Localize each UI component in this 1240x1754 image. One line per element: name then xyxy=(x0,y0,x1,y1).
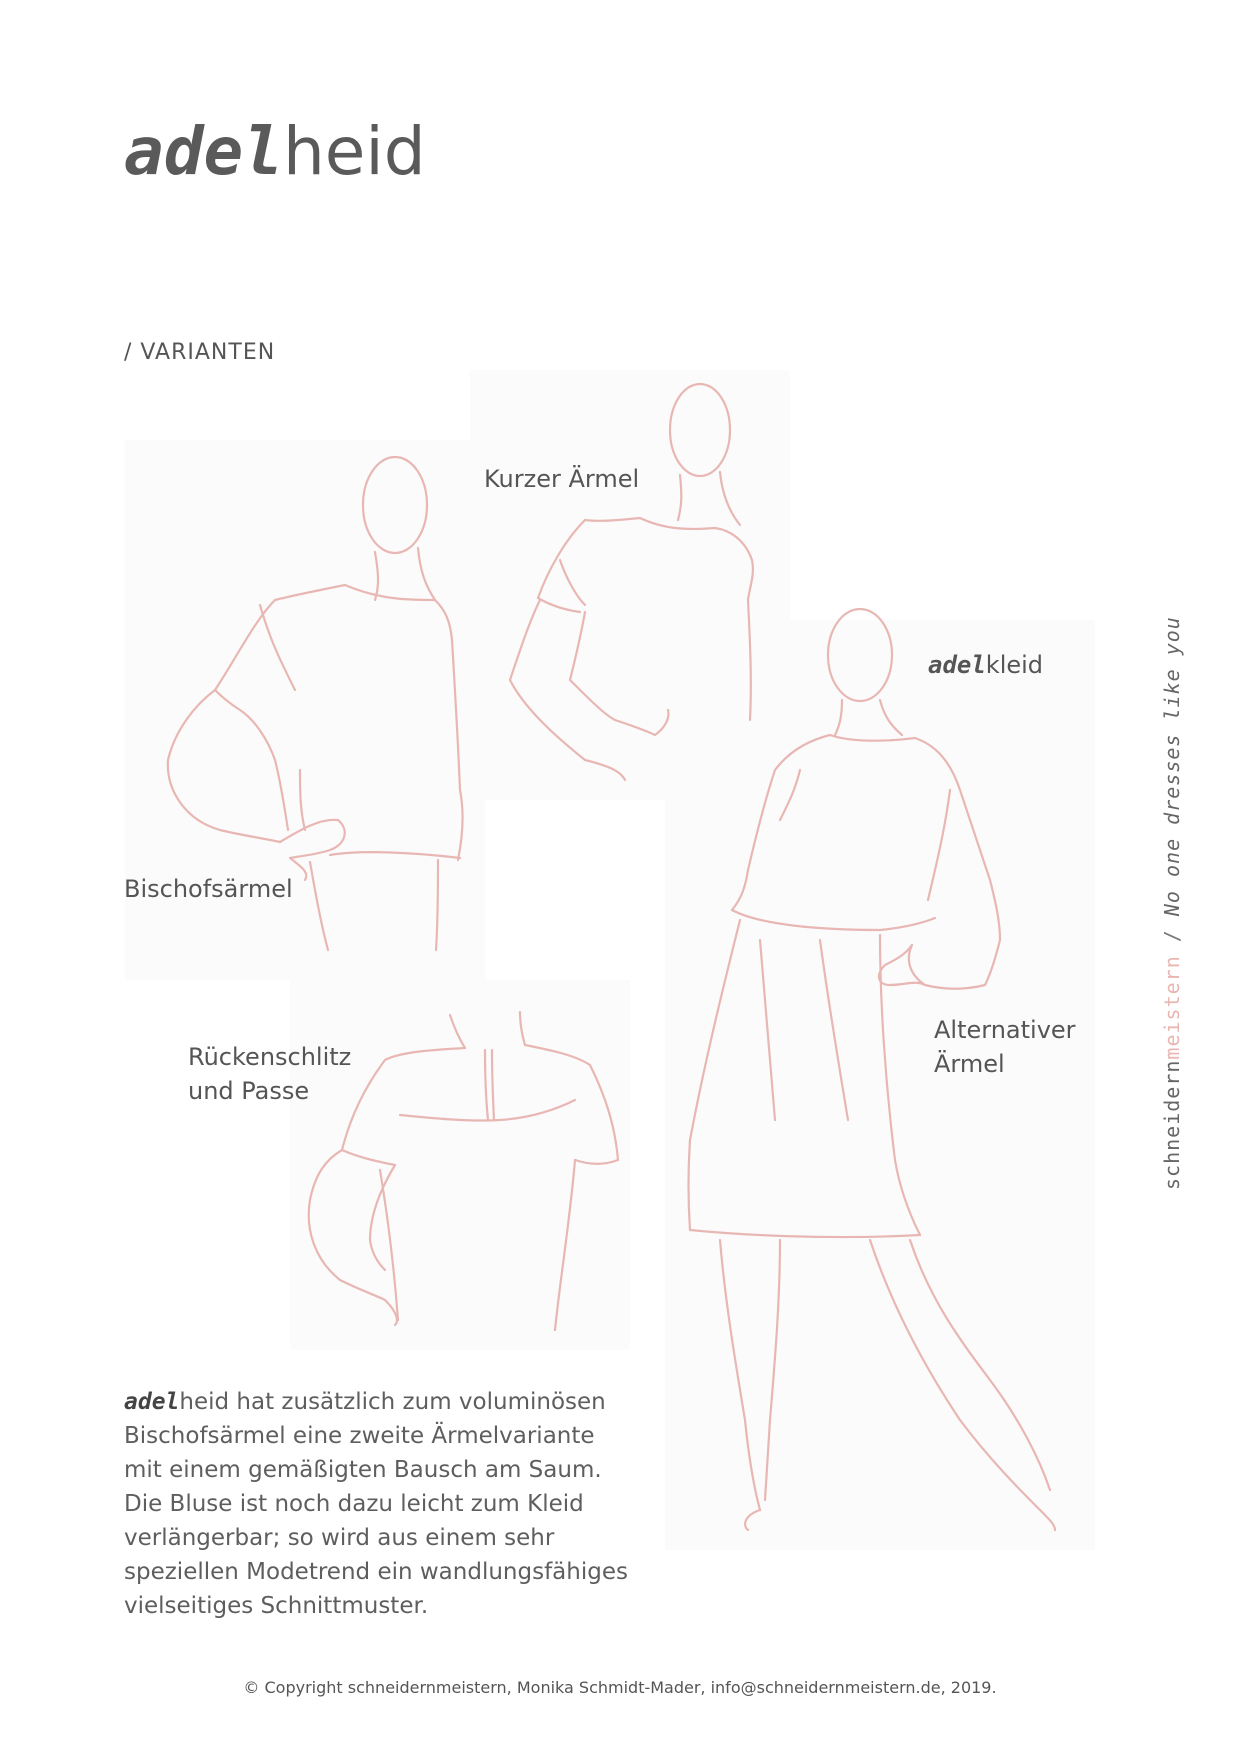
sketch-paper-3 xyxy=(665,620,1095,1550)
label-adelkleid-light: kleid xyxy=(985,651,1044,679)
label-alternativer-line1: Alternativer xyxy=(934,1016,1076,1044)
label-rueckenschlitz-line1: Rückenschlitz xyxy=(188,1043,352,1071)
section-heading: / VARIANTEN xyxy=(124,340,276,365)
description-paragraph xyxy=(124,1385,684,1623)
description-line-4: Die Bluse ist noch dazu leicht zum Kleid xyxy=(124,1491,584,1517)
title-bold: adel xyxy=(124,113,283,190)
label-bischofsaermel: Bischofsärmel xyxy=(124,875,293,903)
description-line-2: Bischofsärmel eine zweite Ärmelvariante xyxy=(124,1423,595,1449)
label-alternativer-aermel xyxy=(934,1013,1076,1081)
description-line-1 xyxy=(124,1385,684,1419)
side-separator: / xyxy=(1160,929,1184,943)
description-line-6: speziellen Modetrend ein wandlungsfähiges xyxy=(124,1559,628,1585)
sketch-paper-4 xyxy=(290,980,630,1350)
label-adelkleid-bold: adel xyxy=(928,651,986,679)
label-alternativer-line2: Ärmel xyxy=(934,1050,1005,1078)
label-rueckenschlitz xyxy=(188,1040,351,1108)
side-brand-part1: schneidern xyxy=(1160,1059,1184,1190)
description-bold: adel xyxy=(124,1389,180,1415)
description-line-1-text: heid hat zusätzlich zum voluminösen xyxy=(179,1389,606,1415)
description-line-3: mit einem gemäßigten Bausch am Saum. xyxy=(124,1457,602,1483)
description-line-5: verlängerbar; so wird aus einem sehr xyxy=(124,1525,555,1551)
side-brand-tagline xyxy=(1160,616,1184,1190)
label-kurzer-aermel: Kurzer Ärmel xyxy=(484,465,640,493)
side-tagline: No one dresses like you xyxy=(1160,616,1184,917)
footer-copyright: © Copyright schneidernmeistern, Monika Schmidt-Mader, info@schneidernmeistern.de, 2019. xyxy=(243,1678,997,1697)
label-rueckenschlitz-line2: und Passe xyxy=(188,1077,310,1105)
title-light: heid xyxy=(282,113,426,190)
label-adelkleid xyxy=(928,648,1043,682)
side-brand-part2: meistern xyxy=(1160,955,1184,1060)
description-line-7: vielseitiges Schnittmuster. xyxy=(124,1593,429,1619)
